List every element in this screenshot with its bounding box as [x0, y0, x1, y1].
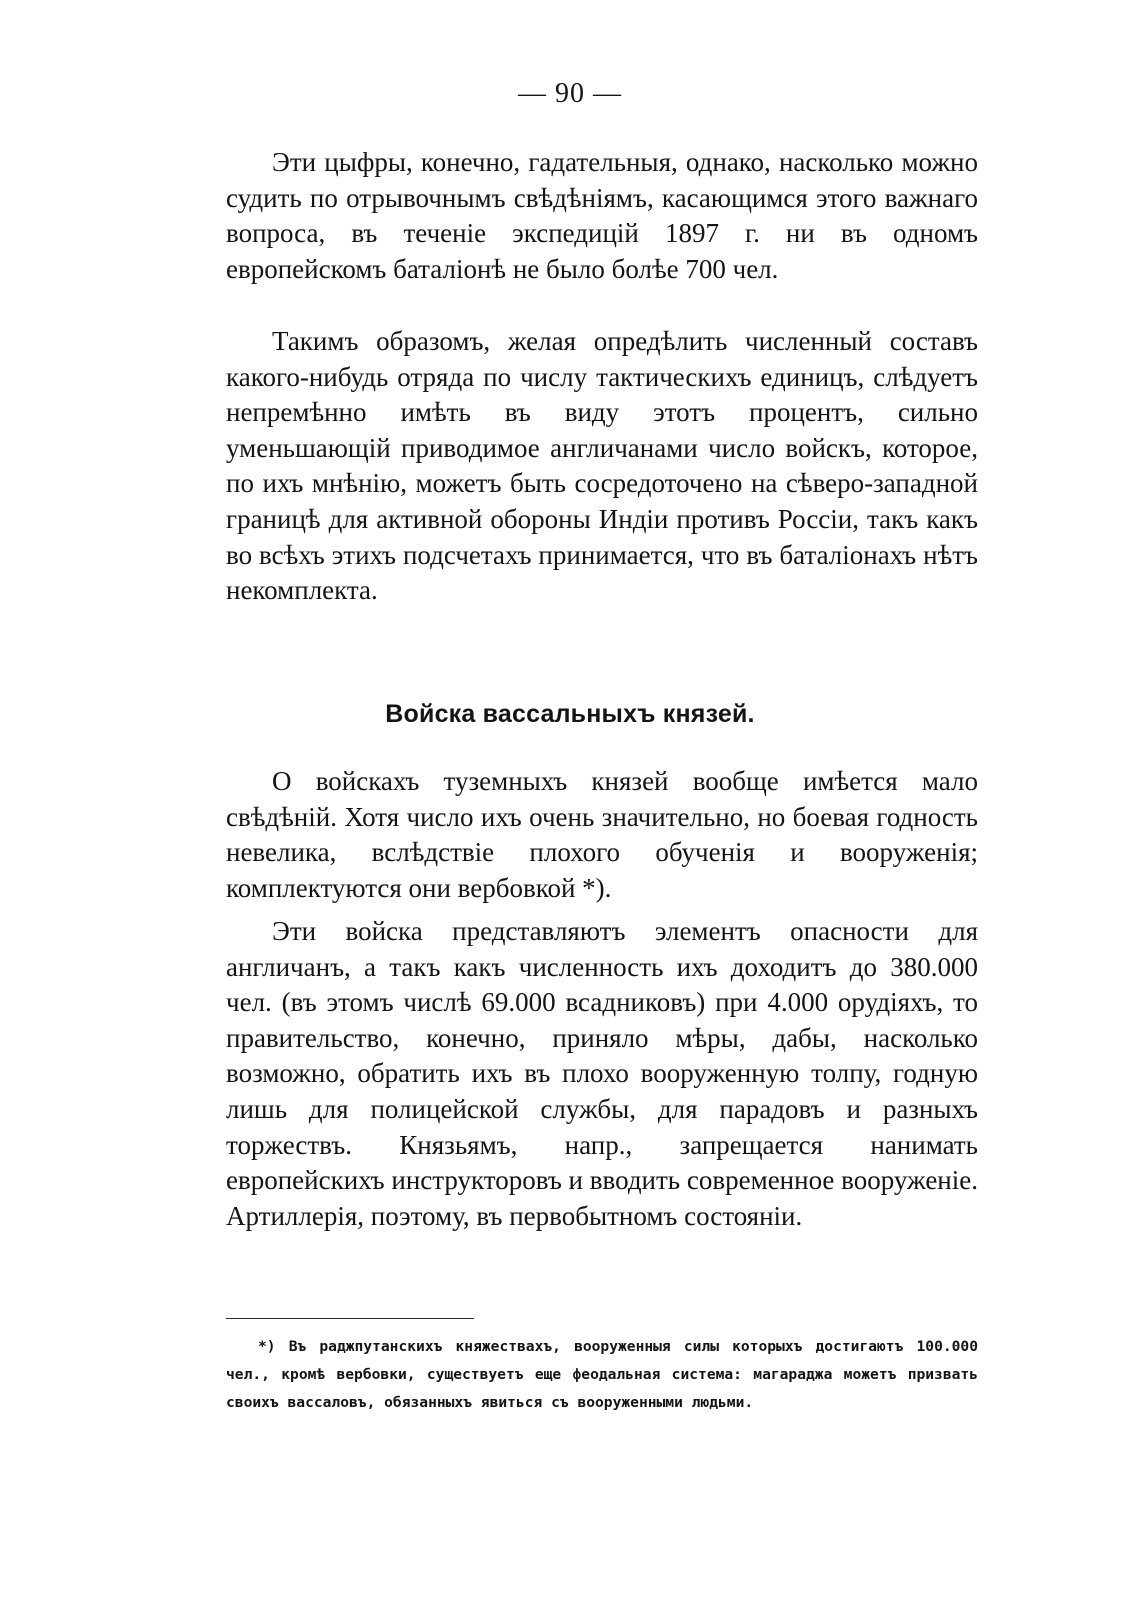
paragraph-casualty-figures: Эти цыфры, конечно, гадательныя, однако, насколько можно судить по отрывочнымъ свѣдѣніямъ, касающимся этого важнаго вопроса, въ теченіе экспедицій 1897 г. ни въ одномъ европейскомъ баталіонѣ не было болѣе 700 чел.: [226, 147, 978, 284]
footnote-divider: [226, 1318, 474, 1319]
footnote: *) Въ раджпутанскихъ княжествахъ, вооруженныя силы которыхъ достигаютъ 100.000 чел., кромѣ вербовки, существуетъ еще феодальная система: магараджа можетъ призвать своихъ вассаловъ, обязанныхъ явиться съ вооруженными людьми.: [226, 1338, 978, 1411]
page-number: — 90 —: [518, 78, 622, 109]
paragraph-native-princes-troops: О войскахъ туземныхъ князей вообще имѣется мало свѣдѣній. Хотя число ихъ очень значительно, но боевая годность невелика, вслѣдствіе плохого обученія и вооруженія; комплектуются они вербовкой *).: [226, 766, 978, 903]
section-heading: Войска вассальныхъ князей.: [385, 700, 755, 728]
paragraph-troop-strength: Эти войска представляютъ элементъ опасности для англичанъ, а такъ какъ численность ихъ доходитъ до 380.000 чел. (въ этомъ числѣ 69.000 всадниковъ) при 4.000 орудіяхъ, то правительство, конечно, приняло мѣры, дабы, насколько возможно, обратить ихъ въ плохо вооруженную толпу, годную лишь для полицейской службы, для парадовъ и разныхъ торжествъ. Князьямъ, напр., запрещается нанимать европейскихъ инструкторовъ и вводить современное вооруженіе. Артиллерія, поэтому, въ первобытномъ состояніи.: [226, 916, 978, 1231]
paragraph-troop-estimates: Такимъ образомъ, желая опредѣлить численный составъ какого-нибудь отряда по числу тактическихъ единицъ, слѣдуетъ непремѣнно имѣть въ виду этотъ процентъ, сильно уменьшающій приводимое англичанами число войскъ, которое, по ихъ мнѣнію, можетъ быть сосредоточено на сѣверо-западной границѣ для активной обороны Индіи противъ Россіи, такъ какъ во всѣхъ этихъ подсчетахъ принимается, что въ баталіонахъ нѣтъ некомплекта.: [226, 326, 978, 606]
